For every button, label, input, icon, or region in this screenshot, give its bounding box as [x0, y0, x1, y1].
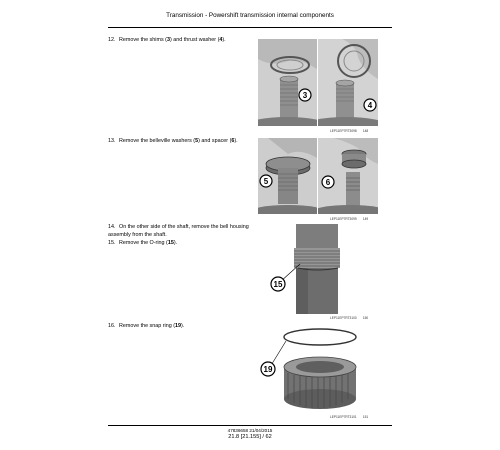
step-number: 16. — [108, 323, 116, 329]
step-number: 12. — [108, 37, 116, 43]
step-12: 12. Remove the shims (3) and thrust washer (4). — [108, 37, 226, 43]
callout-4: 4 — [367, 101, 373, 110]
callout-6: 6 — [325, 178, 331, 187]
drawing-step-16 — [258, 323, 378, 413]
figure-caption-150: LEP11EP7RT3100 150 — [330, 316, 369, 320]
callout-5: 5 — [263, 177, 269, 186]
step-14: 14. On the other side of the shaft, remove the bell housing assembly from the shaft. — [108, 224, 249, 238]
step-number: 13. — [108, 138, 116, 144]
header-rule — [108, 27, 392, 28]
figure-caption-148: LEP11EP7RT3098 148 — [330, 129, 369, 133]
callout-3: 3 — [302, 91, 308, 100]
footer-doc-date: 47836658 21/04/2015 — [227, 428, 273, 433]
step-number: 14. — [108, 224, 116, 230]
footer-rule — [108, 425, 392, 426]
drawing-step-15 — [258, 224, 378, 314]
figure-caption-151: LEP11EP7RT3101 151 — [330, 415, 369, 419]
callout-15: 15 — [273, 280, 283, 289]
step-number: 15. — [108, 240, 116, 246]
callout-19: 19 — [263, 365, 273, 374]
photo-step-13-left — [258, 138, 317, 214]
footer-page-number: 21.8 [21.155] / 62 — [228, 434, 272, 440]
step-13: 13. Remove the belleville washers (5) and spacer (6). — [108, 138, 238, 144]
photo-step-12-right — [318, 39, 378, 126]
figure-caption-149: LEP11EP7RT3099 149 — [330, 217, 369, 221]
photo-step-13-right — [318, 138, 378, 214]
page-header: Transmission - Powershift transmission internal components — [166, 12, 334, 19]
step-16: 16. Remove the snap ring (19). — [108, 323, 185, 329]
step-15: 15. Remove the O-ring (15). — [108, 240, 178, 246]
photo-step-12-left — [258, 39, 317, 126]
